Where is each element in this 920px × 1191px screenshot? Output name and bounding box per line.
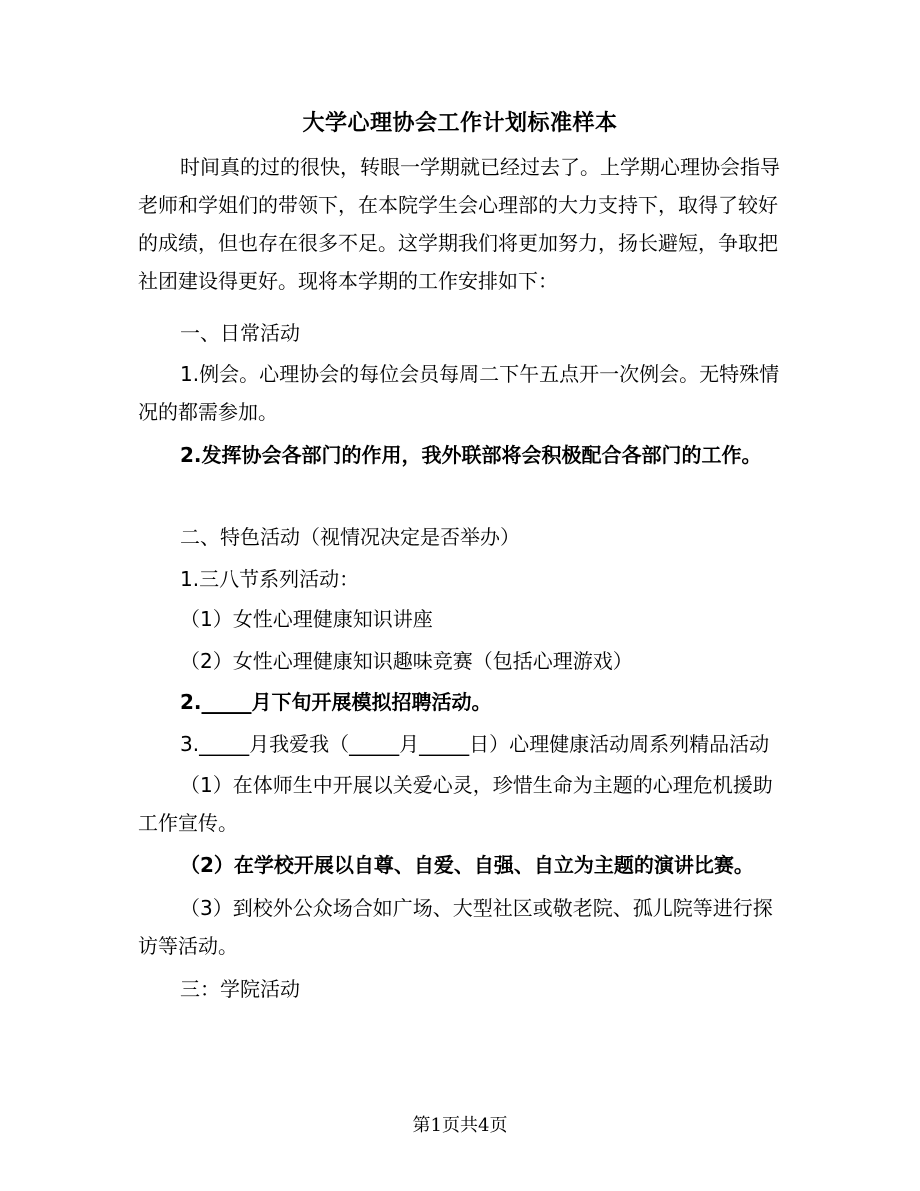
item-2-1-a: （1）女性心理健康知识讲座 bbox=[180, 607, 433, 631]
section-1-heading: 一、日常活动 bbox=[180, 321, 300, 345]
item-2-3-b: （2）在学校开展以自尊、自爱、自强、自立为主题的演讲比赛。 bbox=[180, 853, 754, 877]
item-2-3-c: （3）到校外公众场合如广场、大型社区或敬老院、孤儿院等进行探访等活动。 bbox=[138, 896, 773, 958]
item-1-2: 2.发挥协会各部门的作用，我外联部将会积极配合各部门的工作。 bbox=[180, 443, 762, 467]
item-2-3: 3._____月我爱我（_____月_____日）心理健康活动周系列精品活动 bbox=[180, 732, 770, 756]
item-2-3-a: （1）在体师生中开展以关爱心灵，珍惜生命为主题的心理危机援助工作宣传。 bbox=[138, 773, 773, 835]
section-3-heading: 三：学院活动 bbox=[180, 977, 300, 1001]
item-2-1: 1.三八节系列活动： bbox=[180, 567, 360, 591]
intro-paragraph: 时间真的过的很快，转眼一学期就已经过去了。上学期心理协会指导老师和学姐们的带领下，在本院学生会心理部的大力支持下，取得了较好的成绩，但也存在很多不足。这学期我们将更加努力，扬长避短，争取把社团建设得更好。现将本学期的工作安排如下： bbox=[138, 155, 780, 293]
document-title: 大学心理协会工作计划标准样本 bbox=[302, 110, 618, 136]
section-2-heading: 二、特色活动（视情况决定是否举办） bbox=[180, 525, 520, 549]
item-1-1: 1.例会。心理协会的每位会员每周二下午五点开一次例会。无特殊情况的都需参加。 bbox=[138, 362, 780, 424]
page-number: 第1页共4页 bbox=[412, 1115, 508, 1136]
item-2-2: 2._____月下旬开展模拟招聘活动。 bbox=[180, 690, 492, 714]
item-2-1-b: （2）女性心理健康知识趣味竞赛（包括心理游戏） bbox=[180, 649, 633, 673]
